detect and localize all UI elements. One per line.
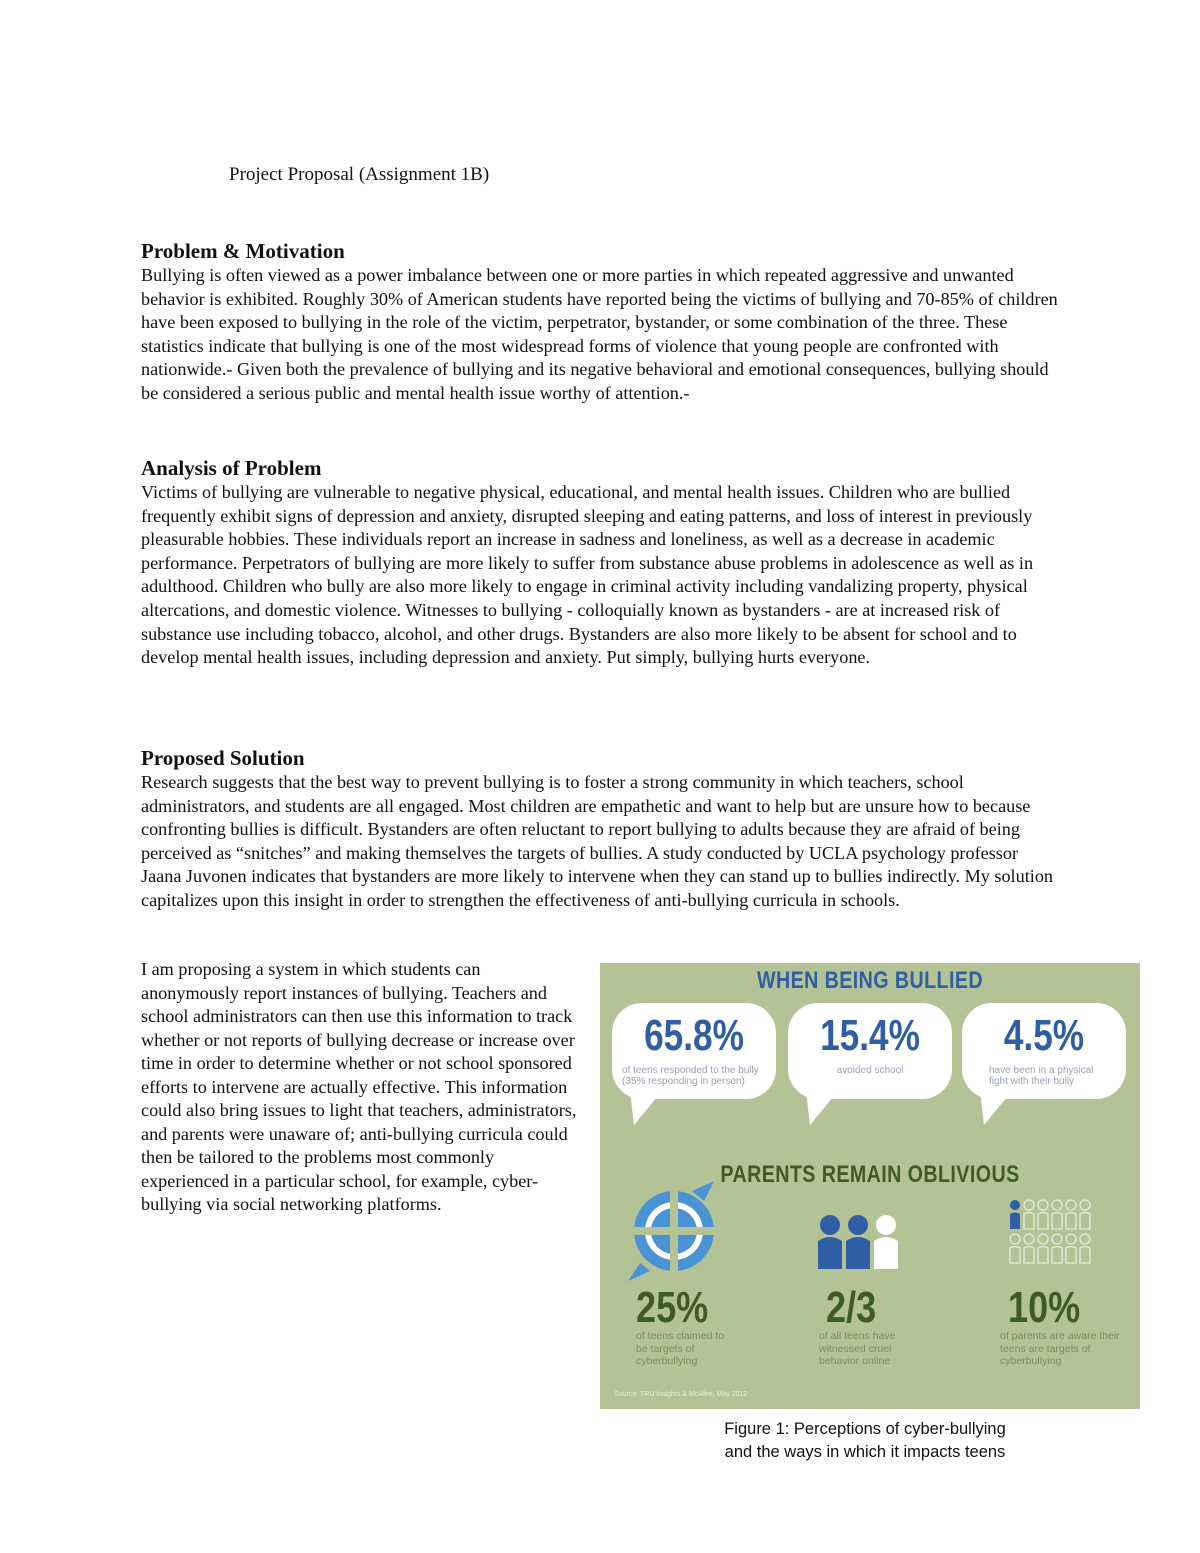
target-icon xyxy=(628,1181,720,1281)
stat-label: of all teens have witnessed cruel behavior online xyxy=(819,1330,896,1367)
section-heading: Analysis of Problem xyxy=(141,456,322,480)
stat-value: 2/3 xyxy=(826,1283,877,1332)
infographic-heading-bottom: PARENTS REMAIN OBLIVIOUS xyxy=(720,1161,1020,1188)
bubble-value: 4.5% xyxy=(1003,1011,1085,1060)
bubble-2-tail xyxy=(806,1091,838,1125)
bubble-value: 15.4% xyxy=(820,1011,920,1060)
caption-line: Figure 1: Perceptions of cyber-bullying xyxy=(724,1420,1006,1438)
section-body: Victims of bullying are vulnerable to negative physical, educational, and mental health issues. Children who are bullied frequently exhibit signs of depression and anxiety, disrupted sleeping and eating patterns, and loss of interest in previously pleasurable hobbies. These individuals report an increase in sadness and loneliness, as well as a decrease in academic performance. Perpetrators of bullying are more likely to suffer from substance abuse problems in adolescence as well as in adulthood. Children who bully are also more likely to engage in criminal activity including vandalizing property, physical altercations, and domestic violence. Witnesses to bullying - colloquially known as bystanders - are at increased risk of substance use including tobacco, alcohol, and other drugs. Bystanders are also more likely to be absent for school and to develop mental health issues, including depression and anxiety. Put simply, bullying hurts everyone. xyxy=(141,482,1034,668)
bubble-value: 65.8% xyxy=(644,1011,744,1060)
section-problem-motivation xyxy=(141,238,1061,406)
bubble-3-tail xyxy=(980,1091,1012,1125)
section-proposed-solution xyxy=(141,745,1061,913)
section-body: Bullying is often viewed as a power imbalance between one or more parties in which repeated aggressive and unwanted behavior is exhibited. Roughly 30% of American students have reported being the victims of bullying and 70-85% of children have been exposed to bullying in the role of the victim, perpetrator, bystander, or some combination of the three. These statistics indicate that bullying is one of the most widespread forms of violence that young people are confronted with nationwide.- Given both the prevalence of bullying and its negative behavioral and emotional consequences, bullying should be considered a serious public and mental health issue worthy of attention.- xyxy=(141,265,1058,403)
bubble-label: of teens responded to the bully (35% responding in person) xyxy=(622,1065,759,1087)
stat-value: 10% xyxy=(1008,1283,1081,1332)
parents-grid-icon xyxy=(1010,1200,1090,1263)
infographic-source: Source: TRU Insights & McAfee, May 2012 xyxy=(614,1391,748,1398)
bubble-label: have been in a physical fight with their bully xyxy=(989,1065,1094,1087)
proposal-paragraph: I am proposing a system in which students can anonymously report instances of bullying. Teachers and school administrators can then use this information to track whether or not reports of bullying decrease or increase over time in order to determine whether or not school sponsored efforts to intervene are actually effective. This information could also bring issues to light that teachers, administrators, and parents were unaware of; anti-bullying curricula could then be tailored to the problems most commonly experienced in a particular school, for example, cyber-bullying via social networking platforms. xyxy=(141,959,577,1214)
section-heading: Problem & Motivation xyxy=(141,239,345,263)
stat-value: 25% xyxy=(636,1283,709,1332)
people-icon xyxy=(818,1215,898,1269)
caption-line: and the ways in which it impacts teens xyxy=(724,1443,1006,1461)
figure-caption xyxy=(600,1418,1130,1464)
stat-label: of teens claimed to be targets of cyberbullying xyxy=(636,1330,725,1367)
stat-label: of parents are aware their teens are targets of cyberbullying xyxy=(1000,1330,1120,1367)
section-body: Research suggests that the best way to prevent bullying is to foster a strong community in which teachers, school administrators, and students are all engaged. Most children are empathetic and want to help but are unsure how to because confronting bullies is difficult. Bystanders are often reluctant to report bullying to adults because they are afraid of being perceived as “snitches” and making themselves the targets of bullies. A study conducted by UCLA psychology professor Jaana Juvonen indicates that bystanders are more likely to intervene when they can stand up to bullies indirectly. My solution capitalizes upon this insight in order to strengthen the effectiveness of anti-bullying curricula in schools. xyxy=(141,772,1054,910)
section-heading: Proposed Solution xyxy=(141,746,305,770)
document-title: Project Proposal (Assignment 1B) xyxy=(229,164,490,185)
infographic xyxy=(600,963,1140,1409)
bubble-label: avoided school xyxy=(836,1065,904,1076)
bubble-1-tail xyxy=(630,1091,662,1125)
section-analysis xyxy=(141,455,1061,670)
infographic-heading-top: WHEN BEING BULLIED xyxy=(756,967,984,994)
